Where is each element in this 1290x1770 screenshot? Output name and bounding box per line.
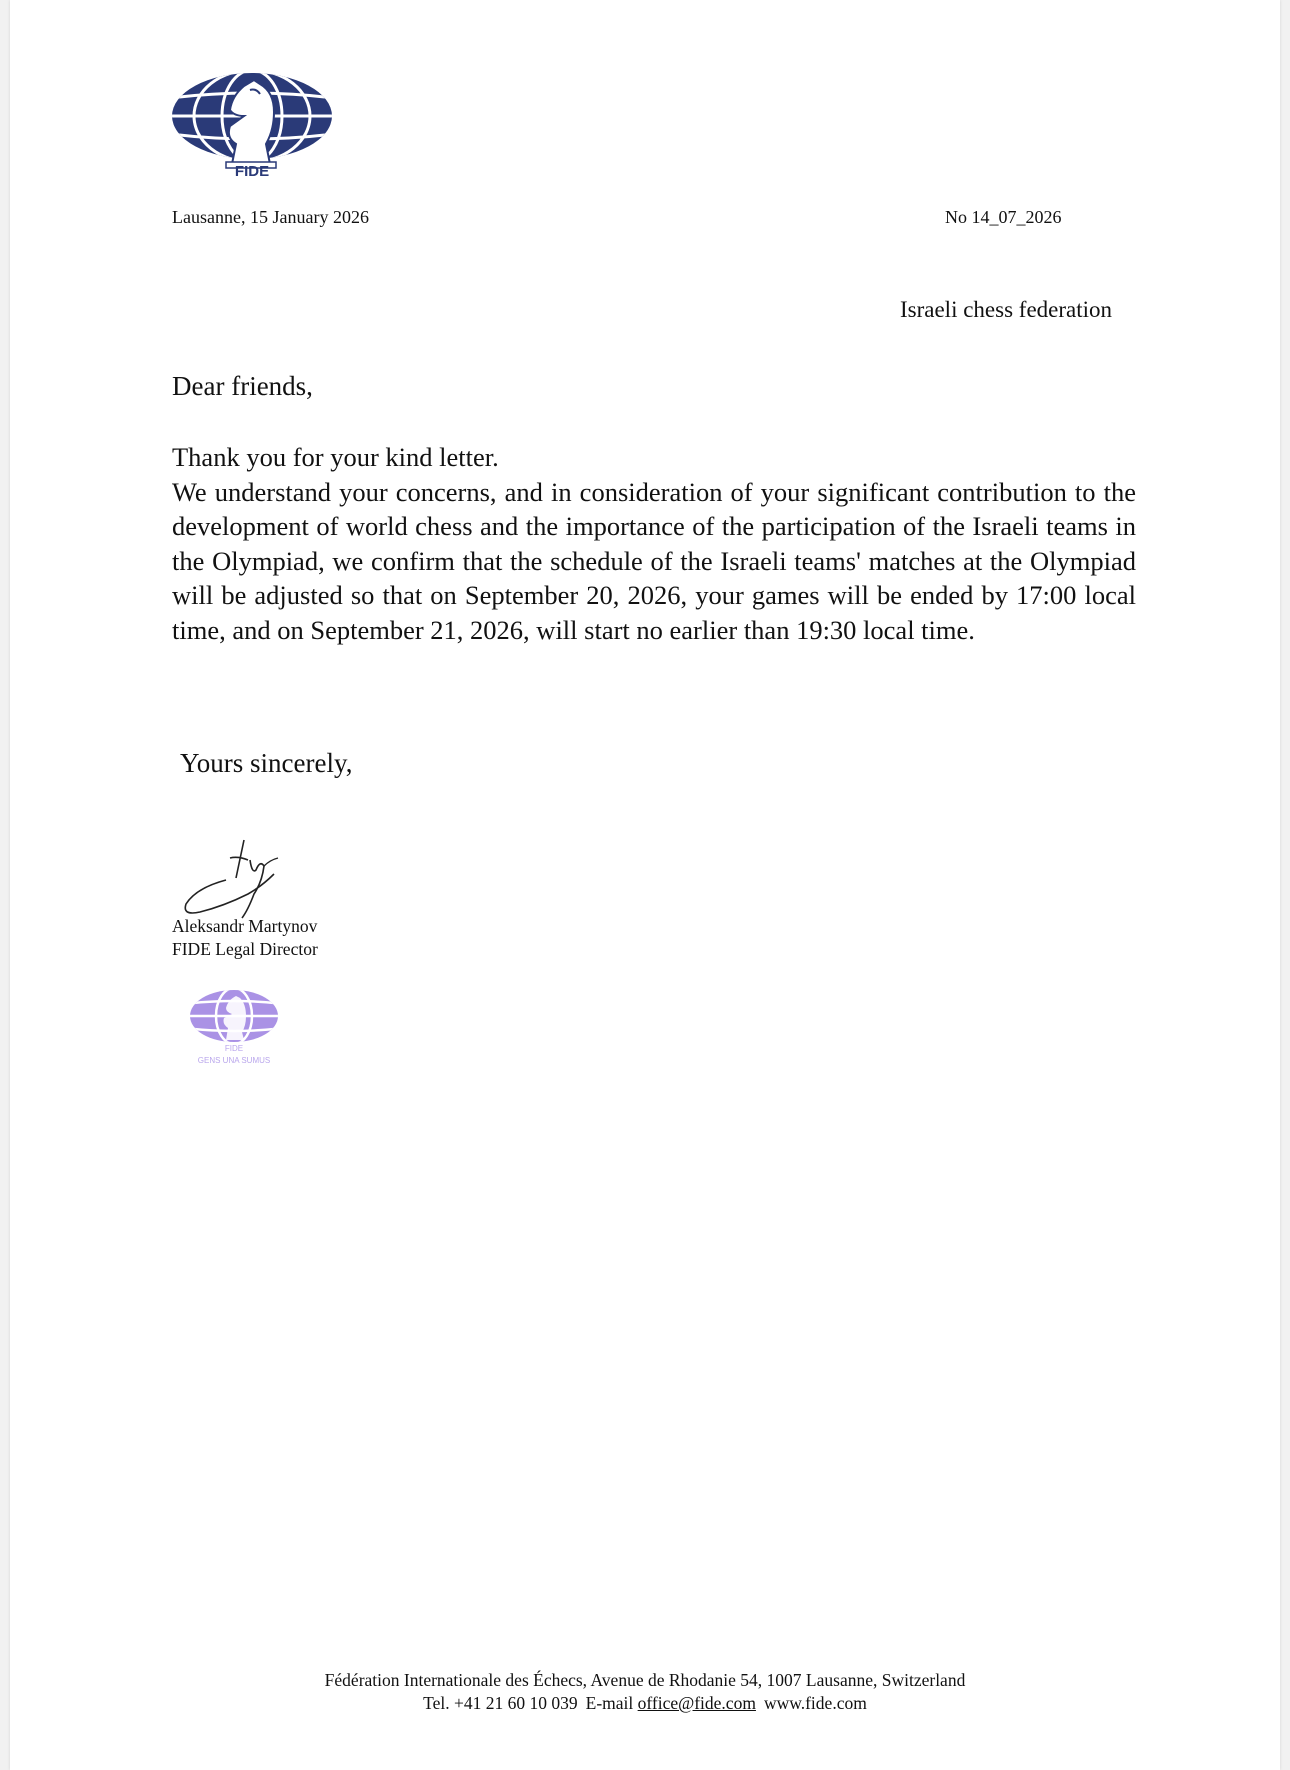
svg-text:GENS UNA SUMUS: GENS UNA SUMUS: [197, 1056, 271, 1065]
footer-contacts: [10, 1692, 1280, 1715]
letter-body: [172, 440, 1136, 647]
svg-text:FIDE: FIDE: [234, 163, 270, 178]
signer-name: Aleksandr Martynov: [172, 916, 318, 936]
handwritten-signature: [178, 834, 290, 924]
svg-text:FIDE: FIDE: [224, 1044, 244, 1053]
reference-number: No 14_07_2026: [945, 207, 1062, 227]
footer-email-label: E-mail: [585, 1693, 634, 1713]
signer-title: FIDE Legal Director: [172, 939, 318, 959]
fide-stamp: [184, 988, 284, 1068]
footer-address: Fédération Internationale des Échecs, Avenue de Rhodanie 54, 1007 Lausanne, Switzerland: [324, 1670, 966, 1690]
signer-block: [172, 915, 318, 961]
letter-page: [10, 0, 1280, 1770]
footer-email-link[interactable]: office@fide.com: [637, 1693, 756, 1713]
salutation: Dear friends,: [172, 371, 313, 401]
body-paragraph: We understand your concerns, and in consideration of your significant contribution to the development of world chess and the importance of the participation of the Israeli teams in the Olympiad, we confirm that the schedule of the Israeli teams' matches at the Olympiad will be adjusted so that on September 20, 2026, your games will be ended by 17:00 local time, and on September 21, 2026, will start no earlier than 19:30 local time.: [172, 476, 1136, 645]
closing: Yours sincerely,: [180, 748, 353, 778]
fide-logo: [170, 68, 334, 178]
place-date: Lausanne, 15 January 2026: [172, 207, 369, 227]
recipient: Israeli chess federation: [900, 297, 1113, 322]
footer-tel: Tel. +41 21 60 10 039: [423, 1693, 578, 1713]
footer: [10, 1669, 1280, 1715]
body-paragraph: Thank you for your kind letter.: [172, 442, 499, 472]
footer-website[interactable]: www.fide.com: [763, 1693, 867, 1713]
